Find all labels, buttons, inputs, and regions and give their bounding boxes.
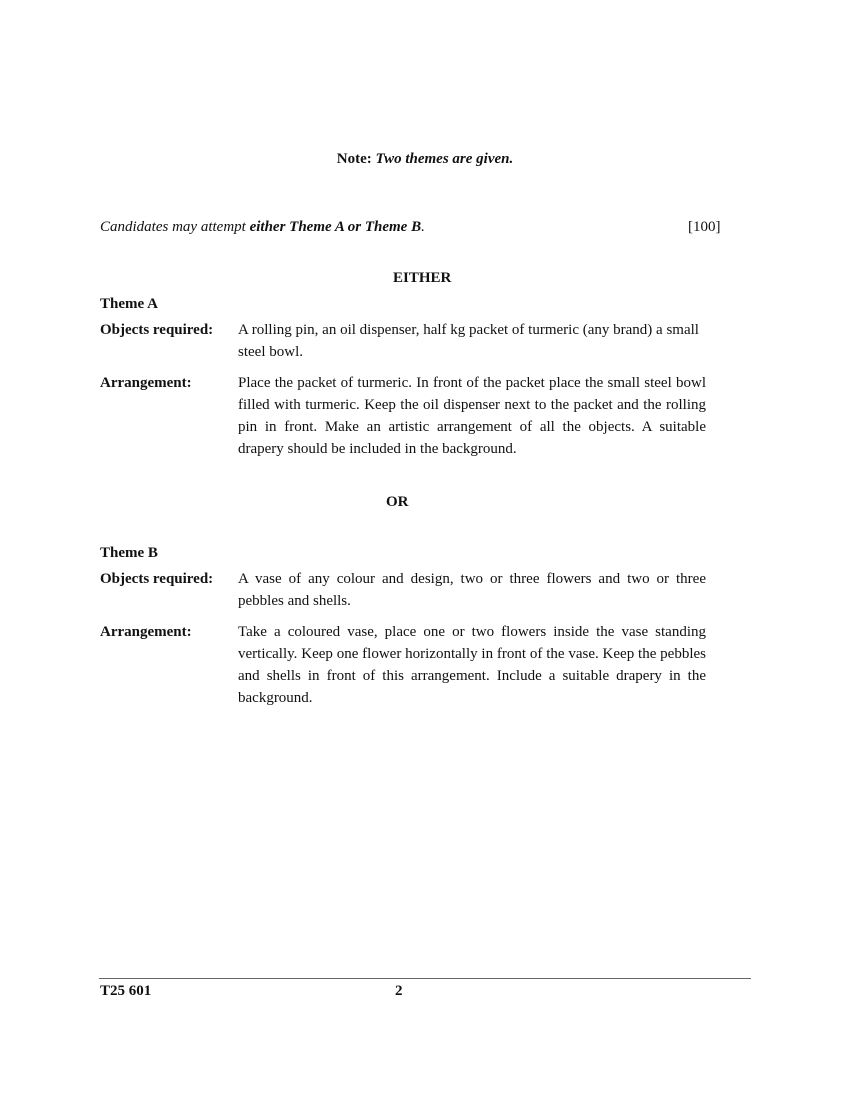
theme-b-arrangement-label: Arrangement: — [100, 624, 192, 640]
either-heading: EITHER — [393, 270, 452, 286]
theme-a-arrangement-label: Arrangement: — [100, 375, 192, 391]
theme-b-title: Theme B — [100, 545, 158, 561]
theme-a-objects-label: Objects required: — [100, 322, 214, 338]
theme-b-objects-text: A vase of any colour and design, two or three flowers and two or three pebbles and shells. — [238, 571, 706, 609]
instruction-prefix: Candidates may attempt — [100, 219, 250, 235]
instruction-suffix: . — [421, 219, 425, 235]
or-heading: OR — [386, 494, 409, 510]
note-label: Note: — [336, 151, 372, 167]
instruction-emphasis: either Theme A or Theme B — [249, 219, 422, 235]
note-line — [0, 151, 850, 168]
theme-b-objects-label: Objects required: — [100, 571, 214, 587]
page-number: 2 — [395, 983, 403, 999]
paper-code: T25 601 — [100, 983, 152, 999]
marks-label: [100] — [688, 219, 721, 235]
theme-a-arrangement-text: Place the packet of turmeric. In front of the packet place the small steel bowl filled with turmeric. Keep the oil dispenser next to the packet and the rolling pin in front. Make an artistic arrangement of all the objects. A suitable drapery should be included in the background. — [238, 375, 706, 457]
note-text: Two themes are given. — [375, 151, 514, 167]
theme-a-title: Theme A — [100, 296, 158, 312]
instruction-line — [100, 219, 425, 236]
theme-a-objects-text: A rolling pin, an oil dispenser, half kg packet of turmeric (any brand) a small steel bowl. — [238, 322, 699, 360]
footer-divider — [99, 978, 751, 979]
theme-b-arrangement-text: Take a coloured vase, place one or two flowers inside the vase standing vertically. Keep one flower horizontally in front of the vase. Keep the pebbles and shells in front of this arrangement. Include a suitable drapery in the background. — [238, 624, 706, 706]
